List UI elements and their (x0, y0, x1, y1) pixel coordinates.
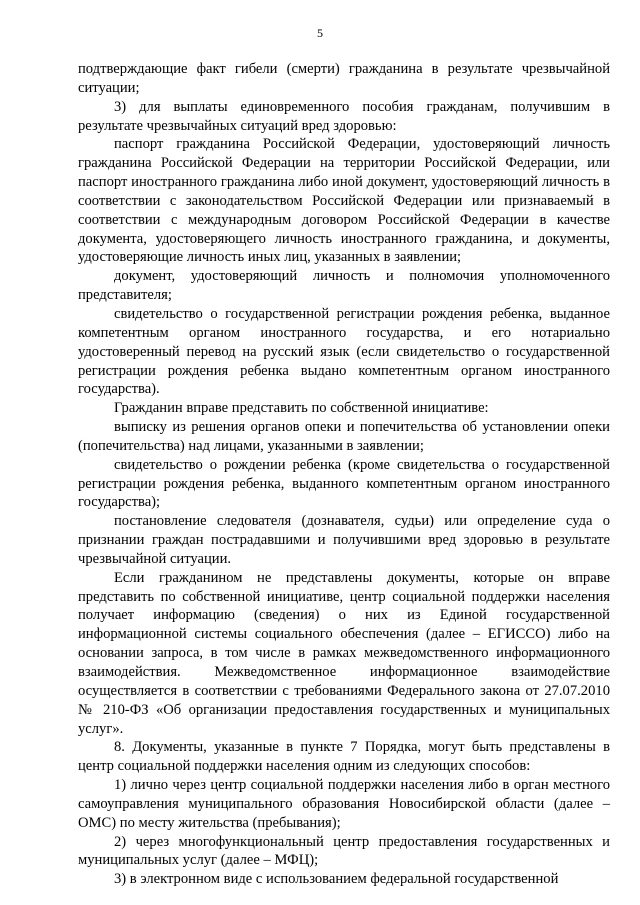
paragraph-section-8: 8. Документы, указанные в пункте 7 Порядка, могут быть представлены в центр социальной поддержки населения одним из следующих способов: (78, 739, 610, 775)
document-body (78, 60, 610, 889)
paragraph-method-3: 3) в электронном виде с использованием федеральной государственной (114, 871, 559, 888)
paragraph-method-1: 1) лично через центр социальной поддержки населения либо в орган местного самоуправления муниципального образования Новосибирской области (далее – ОМС) по месту жительства (пребывания); (78, 777, 610, 831)
paragraph-representative-document: документ, удостоверяющий личность и полномочия уполномоченного представителя; (78, 268, 610, 304)
page-number: 5 (317, 26, 323, 40)
paragraph-passport: паспорт гражданина Российской Федерации, удостоверяющий личность гражданина Российской Федерации на территории Российской Федерации, или паспорт иностранного гражданина либо иной документ, удостоверяющий личность в соответствии с законодательством Российской Федерации или признаваемый в соответствии с международным договором Российской Федерации в качестве документа, удостоверяющего личность иностранного гражданина, и документы, удостоверяющие личность иных лиц, указанных в заявлении; (78, 136, 610, 266)
paragraph-own-initiative: Гражданин вправе представить по собственной инициативе: (114, 400, 489, 417)
paragraph-egisso: Если гражданином не представлены документы, которые он вправе представить по собственной инициативе, центр социальной поддержки населения получает информацию (сведения) о них из Единой государственной информационной системы социального обеспечения (далее – ЕГИССО) либо на основании запроса, в том числе в рамках межведомственного информационного взаимодействия. Межведомственное информационное взаимодействие осуществляется в соответствии с требованиями Федерального закона от 27.07.2010 № 210-ФЗ «Об организации предоставления государственных и муниципальных услуг». (78, 569, 610, 737)
paragraph-item-3: 3) для выплаты единовременного пособия гражданам, получившим в результате чрезвычайных ситуаций вред здоровью: (78, 98, 610, 134)
paragraph-investigator-resolution: постановление следователя (дознавателя, судьи) или определение суда о признании граждан пострадавшими и получившими вред здоровью в результате чрезвычайной ситуации. (78, 513, 610, 567)
paragraph-method-2: 2) через многофункциональный центр предоставления государственных и муниципальных услуг (далее – МФЦ); (78, 833, 610, 869)
paragraph-guardianship-extract: выписку из решения органов опеки и попечительства об установлении опеки (попечительства) над лицами, указанными в заявлении; (78, 419, 610, 454)
paragraph-continuation: подтверждающие факт гибели (смерти) гражданина в результате чрезвычайной ситуации; (78, 61, 610, 96)
paragraph-birth-certificate: свидетельство о рождении ребенка (кроме свидетельства о государственной регистрации рождения ребенка, выданного компетентным органом иностранного государства); (78, 456, 610, 511)
paragraph-foreign-birth-certificate: свидетельство о государственной регистрации рождения ребенка, выданное компетентным органом иностранного государства, и его нотариально удостоверенный перевод на русский язык (если свидетельство о государственной регистрации рождения ребенка выдано компетентным органом иностранного государства). (78, 305, 610, 398)
